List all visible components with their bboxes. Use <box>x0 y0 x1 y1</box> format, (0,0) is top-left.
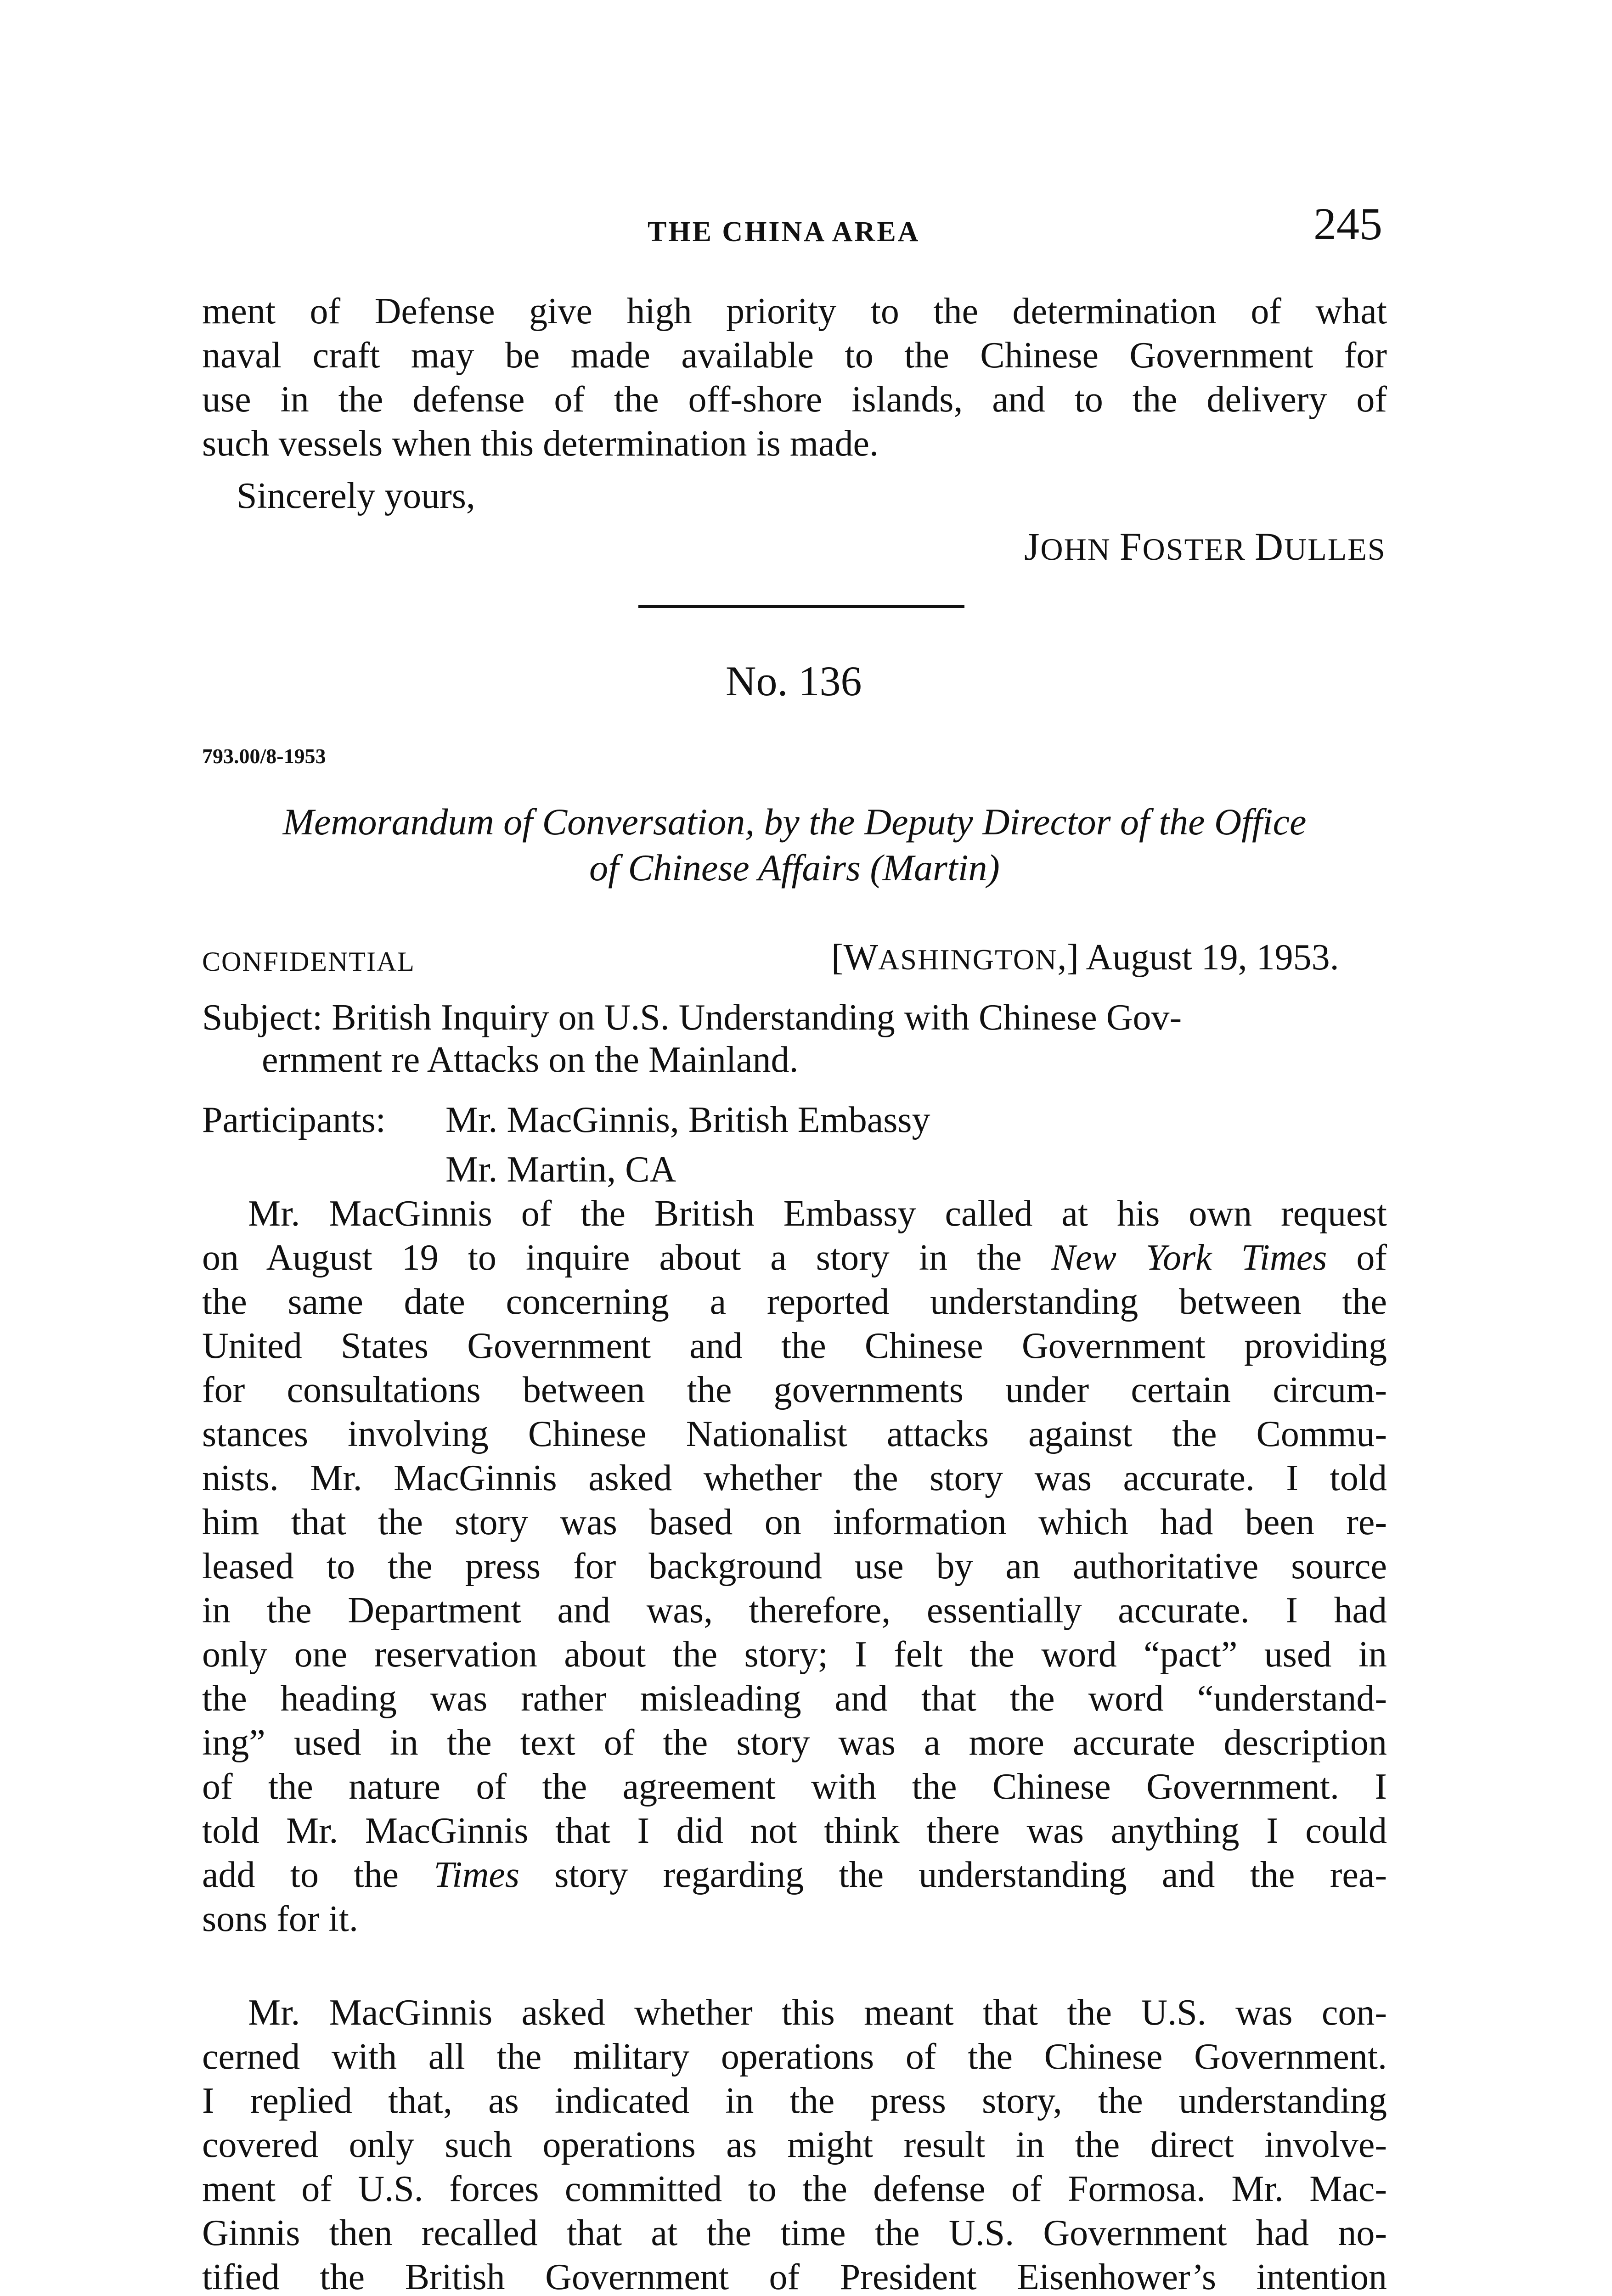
text-line: Ginnis then recalled that at the time the U.S. Government had no- <box>202 2213 1387 2253</box>
signature-initial: J <box>1024 524 1041 568</box>
dateline-open: [W <box>831 937 879 978</box>
subject-text: ernment re Attacks on the Mainland. <box>262 1040 799 1080</box>
text-line: stances involving Chinese Nationalist attacks against the Commu- <box>202 1414 1387 1454</box>
participants-label: Participants: <box>202 1100 386 1140</box>
newspaper-title: New York Times <box>1051 1238 1327 1278</box>
text-line: ment of U.S. forces committed to the defense of Formosa. Mr. Mac- <box>202 2169 1387 2209</box>
signature <box>1024 523 1386 569</box>
signature-part: OHN <box>1040 532 1111 567</box>
signature-part: OSTER <box>1142 532 1246 567</box>
text-line: sons for it. <box>202 1899 358 1939</box>
participant: Mr. MacGinnis, British Embassy <box>445 1100 930 1140</box>
newspaper-title: Times <box>434 1855 520 1895</box>
dateline <box>831 937 1339 979</box>
text-line: ing” used in the text of the story was a more accurate description <box>202 1722 1387 1763</box>
text-line: United States Government and the Chinese Government providing <box>202 1326 1387 1366</box>
text-line: for consultations between the governments under certain circum- <box>202 1370 1387 1410</box>
subject-text: Subject: British Inquiry on U.S. Understanding with Chinese Gov- <box>202 997 1182 1038</box>
text-line: use in the defense of the off-shore islands, and to the delivery of <box>202 379 1387 420</box>
body-paragraph-1 <box>202 1192 1387 1941</box>
text-line: tified the British Government of President Eisenhower’s intention <box>202 2257 1387 2296</box>
text-line: the heading was rather misleading and that the word “understand- <box>202 1678 1387 1719</box>
running-head: THE CHINA AREA <box>648 216 920 248</box>
text-span: add to the <box>202 1855 434 1895</box>
text-line: in the Department and was, therefore, essentially accurate. I had <box>202 1590 1387 1631</box>
text-line: of the nature of the agreement with the Chinese Government. I <box>202 1767 1387 1807</box>
text-line <box>202 1236 1387 1280</box>
text-span: of <box>1327 1238 1387 1278</box>
text-line: the same date concerning a reported understanding between the <box>202 1282 1387 1322</box>
dateline-date: ,] August 19, 1953. <box>1057 937 1339 978</box>
participants <box>202 1095 930 1194</box>
text-line: only one reservation about the story; I felt the word “pact” used in <box>202 1634 1387 1675</box>
body-paragraph-2 <box>202 1991 1387 2296</box>
dateline-place: ASHINGTON <box>878 943 1058 976</box>
text-span: story regarding the understanding and the rea- <box>519 1855 1387 1895</box>
letter-closing: Sincerely yours, <box>237 476 475 516</box>
text-line: him that the story was based on information which had been re- <box>202 1502 1387 1542</box>
text-line: I replied that, as indicated in the press story, the understanding <box>202 2081 1387 2121</box>
text-line: Mr. MacGinnis asked whether this meant that the U.S. was con- <box>248 1992 1387 2033</box>
opening-paragraph <box>202 289 1387 466</box>
text-line: Mr. MacGinnis of the British Embassy called at his own request <box>248 1193 1387 1234</box>
signature-initial: D <box>1255 524 1285 568</box>
document-number: No. 136 <box>726 658 862 704</box>
signature-initial: F <box>1119 524 1143 568</box>
text-line: nists. Mr. MacGinnis asked whether the story was accurate. I told <box>202 1458 1387 1498</box>
text-line: told Mr. MacGinnis that I did not think there was anything I could <box>202 1811 1387 1851</box>
memo-title-line: of Chinese Affairs (Martin) <box>589 847 1000 889</box>
page-number: 245 <box>1313 198 1382 249</box>
file-reference: 793.00/8-1953 <box>202 744 326 768</box>
text-line: covered only such operations as might result in the direct involve- <box>202 2125 1387 2165</box>
memo-title <box>202 799 1387 891</box>
text-line: such vessels when this determination is made. <box>202 423 879 464</box>
text-span: on August 19 to inquire about a story in the <box>202 1238 1051 1278</box>
memo-title-line: Memorandum of Conversation, by the Deputy Director of the Office <box>282 801 1307 843</box>
participant: Mr. Martin, CA <box>445 1149 676 1190</box>
signature-part: ULLES <box>1284 532 1386 567</box>
text-line: naval craft may be made available to the Chinese Government for <box>202 335 1387 376</box>
section-divider <box>638 605 964 608</box>
text-line: leased to the press for background use by an authoritative source <box>202 1546 1387 1587</box>
text-line <box>202 1853 1387 1897</box>
classification-label: CONFIDENTIAL <box>202 946 415 977</box>
text-line: cerned with all the military operations of the Chinese Government. <box>202 2037 1387 2077</box>
text-line: ment of Defense give high priority to the determination of what <box>202 291 1387 332</box>
subject-line <box>202 996 1387 1081</box>
